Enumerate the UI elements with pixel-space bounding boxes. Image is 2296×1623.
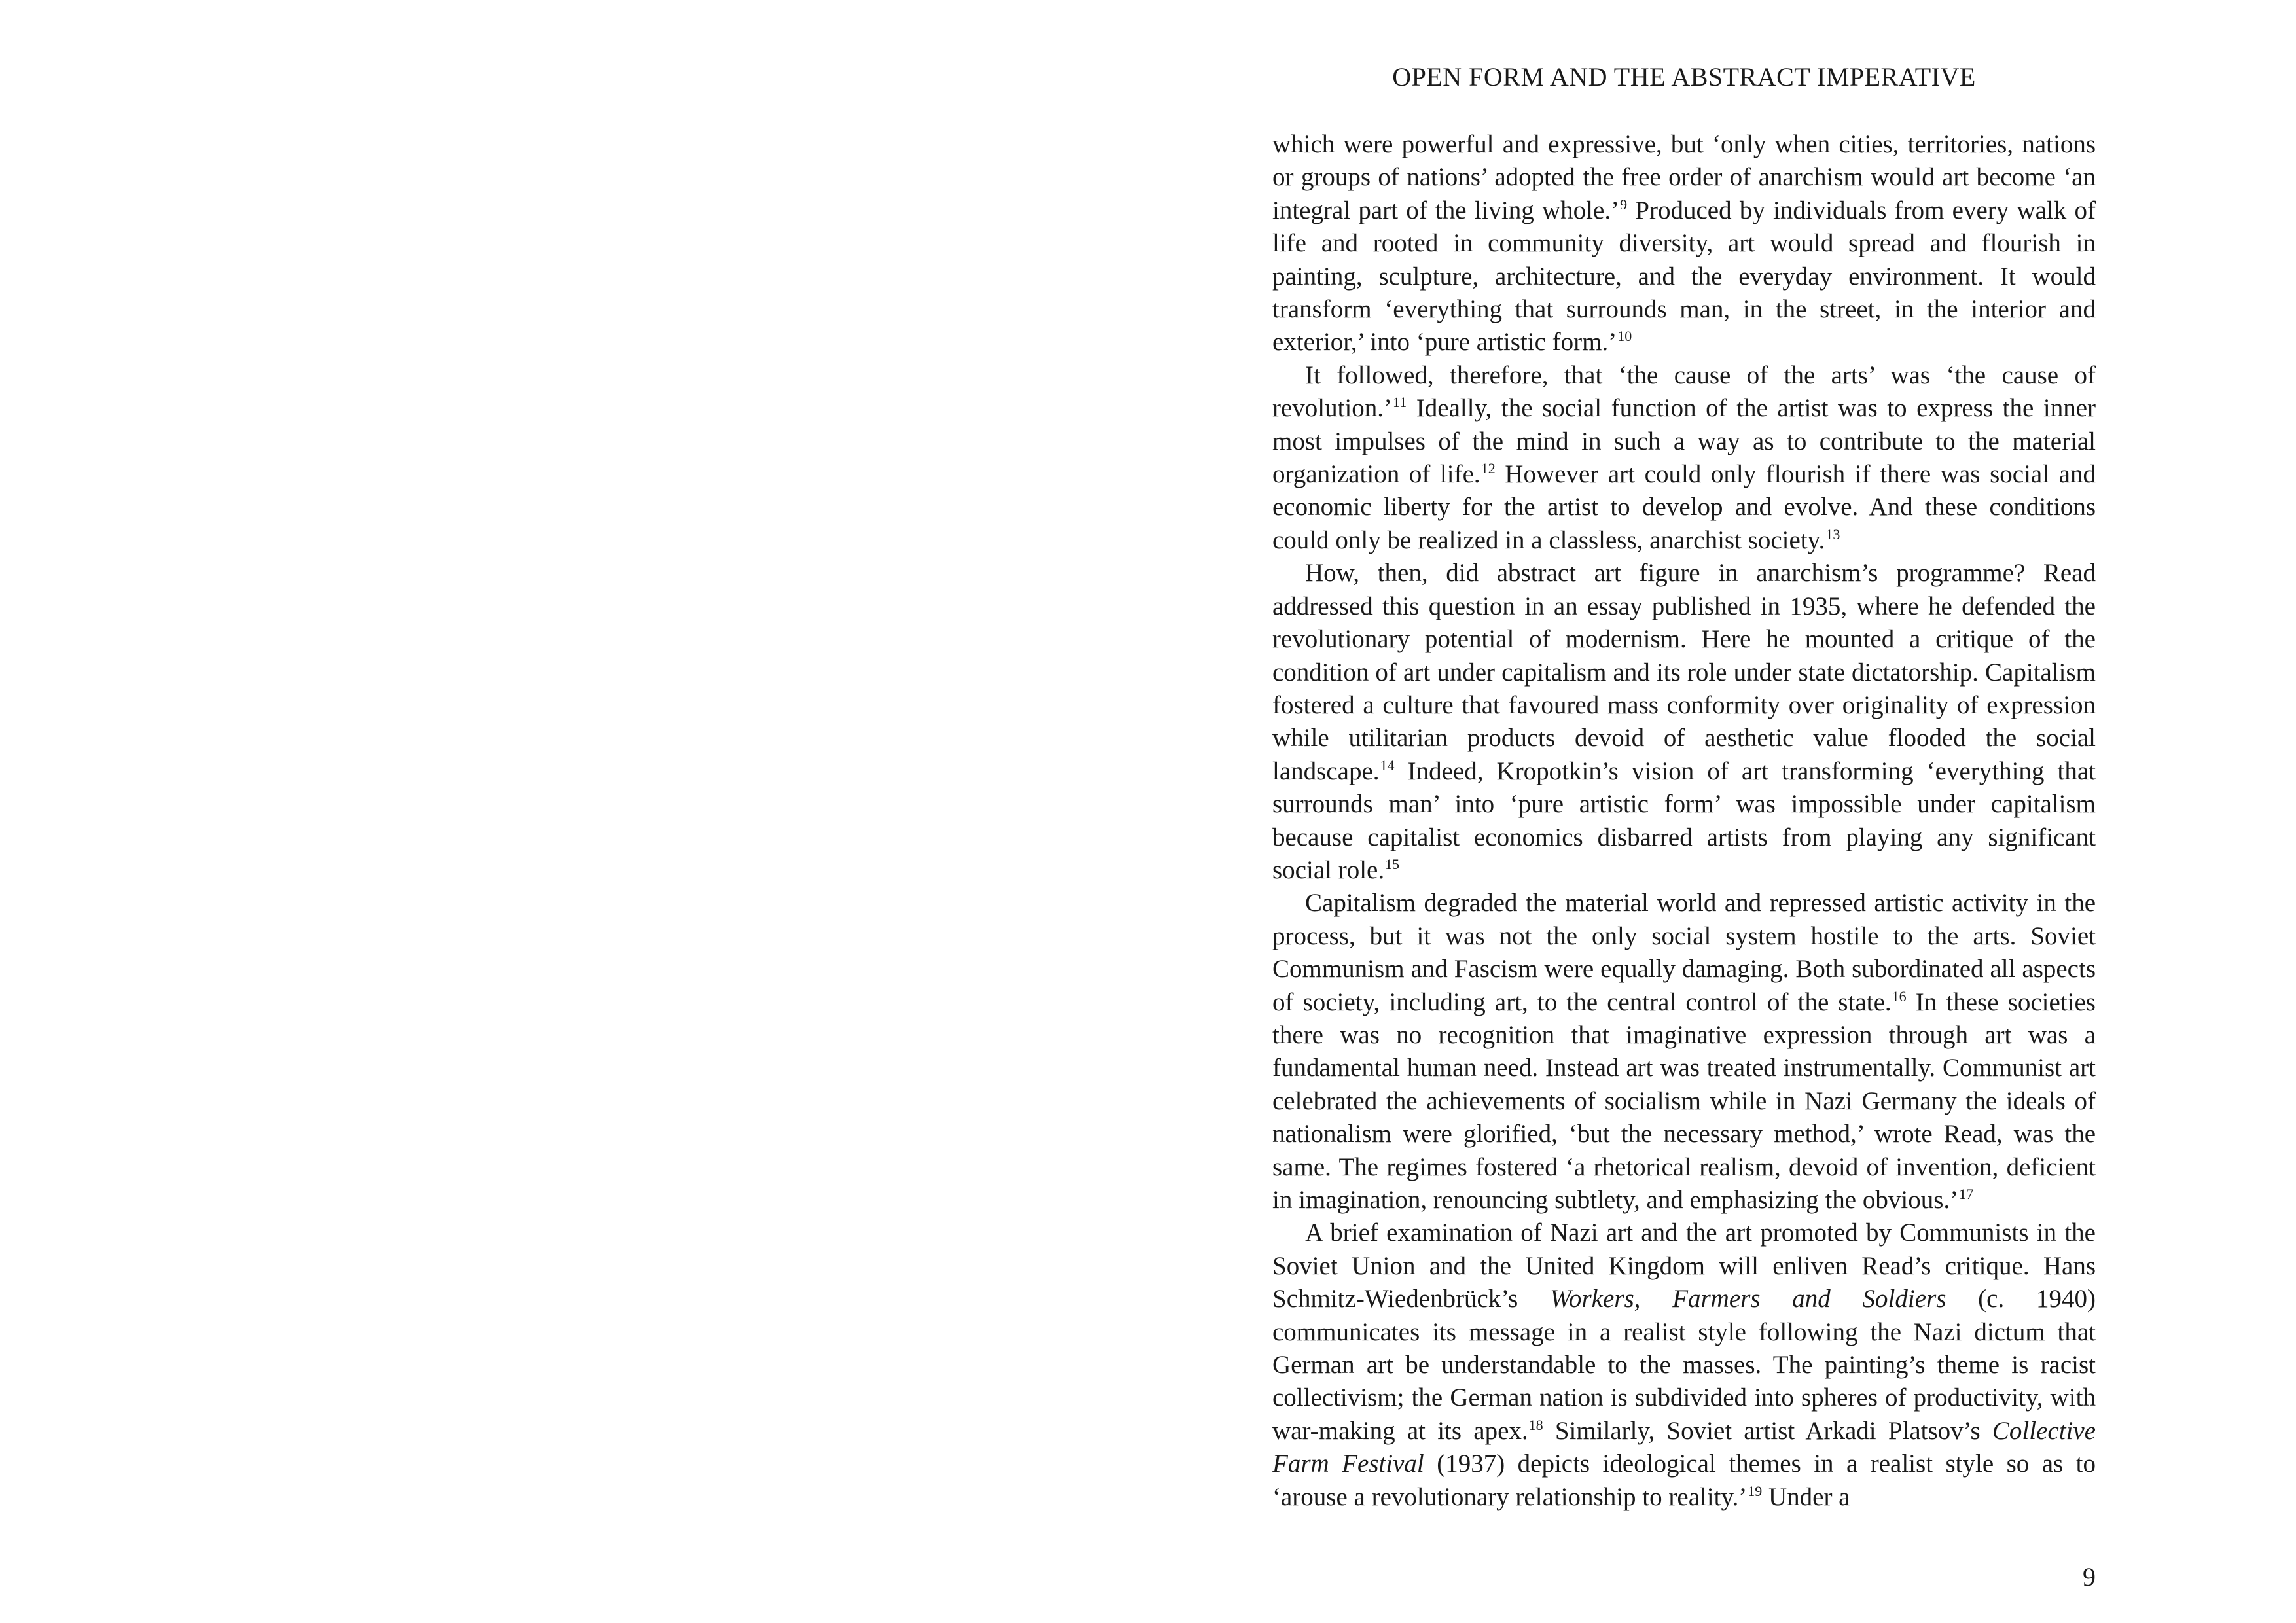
footnote-ref: 10 [1617, 328, 1632, 345]
right-page [1148, 0, 2296, 1623]
text-run: It followed, therefore, that ‘the cause of the arts’ was ‘the cause of revolution.’ [1272, 361, 2096, 423]
footnote-ref: 14 [1380, 757, 1395, 774]
paragraph [1272, 887, 2096, 1217]
text-run: which were powerful and expressive, but ‘only when cities, territories, nations or groups of nations’ adopted the free order of anarchism would art become ‘an integral part of the living whole.’ [1272, 130, 2096, 224]
footnote-ref: 9 [1620, 196, 1628, 213]
footnote-ref: 16 [1892, 988, 1907, 1005]
footnote-ref: 12 [1480, 460, 1496, 477]
paragraph [1272, 128, 2096, 359]
text-run: How, then, did abstract art figure in anarchism’s programme? Read addressed this question in an essay published in 1935, where he defended the revolutionary potential of modernism. Here he mounted a critique of the condition of art under capitalism and its role under state dictatorship. Capitalism fostered a culture that favoured mass conformity over originality of expression while utilitarian products devoid of aesthetic value flooded the social landscape. [1272, 559, 2096, 785]
footnote-ref: 15 [1385, 855, 1400, 872]
footnote-ref: 19 [1748, 1482, 1763, 1499]
paragraph [1272, 1217, 2096, 1514]
italic-title: Collective Farm Festival [1272, 1416, 2096, 1478]
footnote-ref: 17 [1959, 1186, 1974, 1202]
text-run: (c. 1940) communicates its message in a realist style following the Nazi dictum that German art be understandable to the masses. The painting’s theme is racist collectivism; the German nation is subdivided into spheres of productivity, with war-making at its apex. [1272, 1285, 2096, 1445]
text-run: In these societies there was no recognition that imaginative expression through art was a fundamental human need. Instead art was treated instrumentally. Communist art celebrated the achievements of socialism while in Nazi Germany the ideals of nationalism were glorified, ‘but the necessary method,’ wrote Read, was the same. The regimes fostered ‘a rhetorical realism, devoid of invention, deficient in imagination, renouncing subtlety, and emphasizing the obvious.’ [1272, 988, 2096, 1214]
text-run: Similarly, Soviet artist Arkadi Platsov’s [1543, 1416, 1992, 1445]
text-run: (1937) depicts ideological themes in a realist style so as to ‘arouse a revolutionary relationship to reality.’ [1272, 1450, 2096, 1511]
italic-title: Workers, Farmers and Soldiers [1550, 1285, 1946, 1313]
text-run: Under a [1762, 1482, 1850, 1511]
page-number: 9 [2083, 1562, 2096, 1592]
text-run: However art could only flourish if there was social and economic liberty for the artist to develop and evolve. And these conditions could only be realized in a classless, anarchist society. [1272, 460, 2096, 554]
paragraph [1272, 557, 2096, 887]
footnote-ref: 13 [1825, 526, 1840, 543]
footnote-ref: 18 [1528, 1416, 1543, 1433]
text-run: Capitalism degraded the material world and repressed artistic activity in the process, but it was not the only social system hostile to the arts. Soviet Communism and Fascism were equally damaging. Both subordinated all aspects of society, including art, to the central control of the state. [1272, 889, 2096, 1016]
footnote-ref: 11 [1393, 394, 1407, 411]
paragraph [1272, 359, 2096, 557]
text-run: Ideally, the social function of the artist was to express the inner most impulses of the mind in such a way as to contribute to the material organization of life. [1272, 394, 2096, 489]
text-run: Indeed, Kropotkin’s vision of art transforming ‘everything that surrounds man’ into ‘pure artistic form’ was impossible under capitalism because capitalist economics disbarred artists from playing any significant social role. [1272, 757, 2096, 884]
running-head: OPEN FORM AND THE ABSTRACT IMPERATIVE [1392, 62, 1976, 92]
text-run: Produced by individuals from every walk of life and rooted in community diversity, art would spread and flourish in painting, sculpture, architecture, and the everyday environment. It would transform ‘everything that surrounds man, in the street, in the interior and exterior,’ into ‘pure artistic form.’ [1272, 196, 2096, 357]
text-run: A brief examination of Nazi art and the art promoted by Communists in the Soviet Union and the United Kingdom will enliven Read’s critique. Hans Schmitz-Wiedenbrück’s [1272, 1219, 2096, 1313]
body-text [1272, 128, 2096, 1514]
